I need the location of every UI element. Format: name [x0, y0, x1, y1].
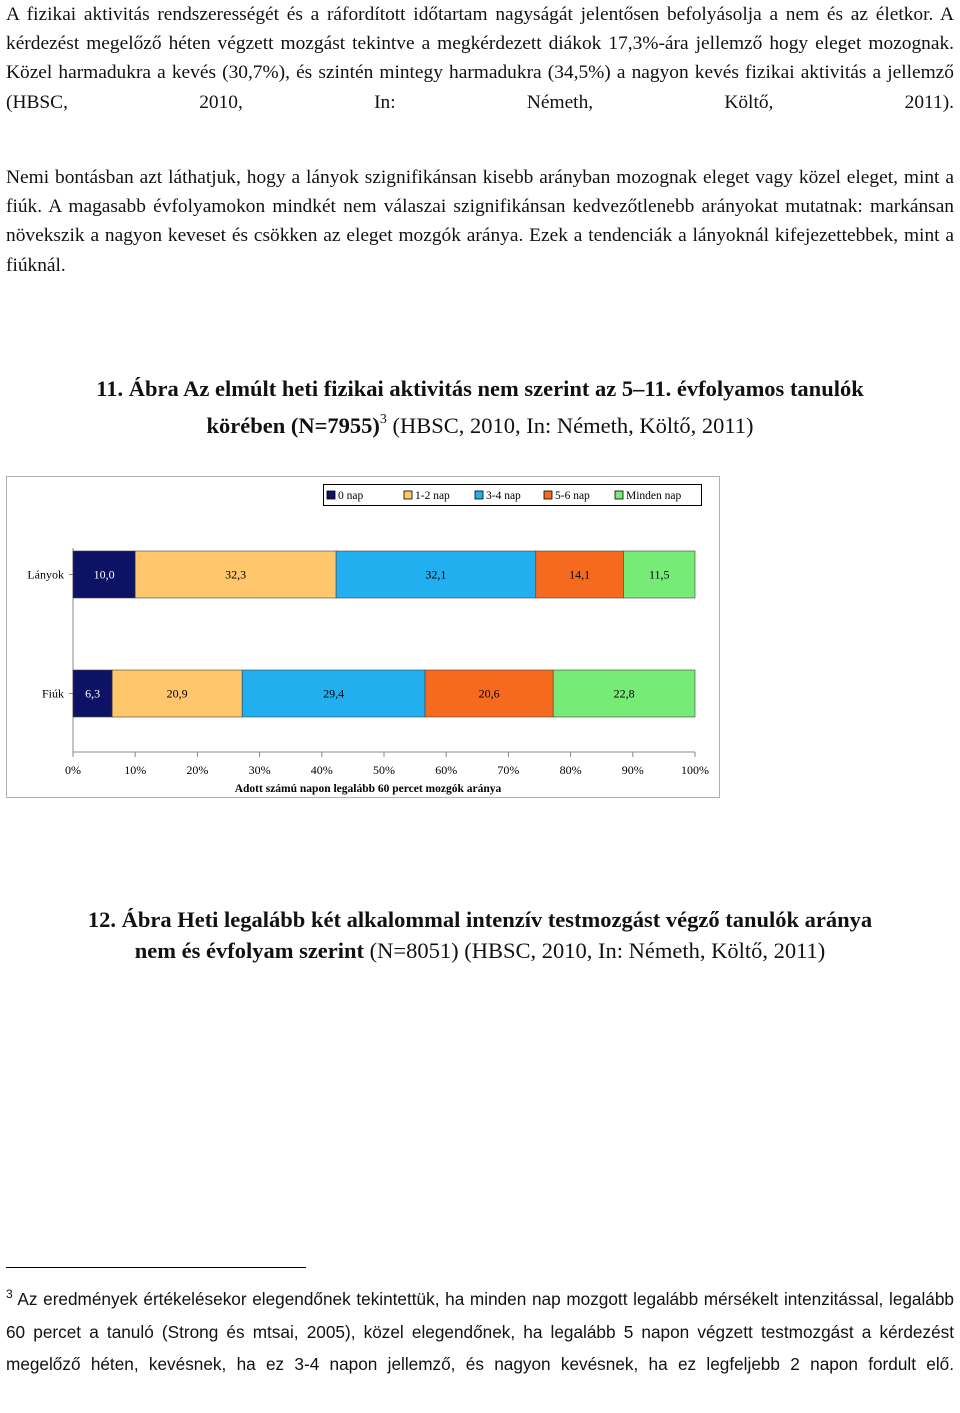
x-tick-label: 70%	[497, 763, 520, 777]
figure-11-caption-line2: körében (N=7955)	[206, 413, 380, 438]
legend-swatch	[544, 491, 552, 499]
footnote-3	[6, 1278, 954, 1413]
footnote-text: Az eredmények értékelésekor elegendőnek tekintettük, ha minden nap mozgott legalább mérsékelt intenzitással, legalább 60 percet a tanuló (Strong és mtsai, 2005), közel elegendőnek, ha legalább 5 napon végzett testmozgást a kérdezést megelőző héten, kevésnek, ha ez 3-4 napon jellemző, és nagyon kevésnek, ha ez legfeljebb 2 napon fordult elő.	[6, 1289, 954, 1374]
x-tick-label: 40%	[310, 763, 333, 777]
figure-11-caption-line1: 11. Ábra Az elmúlt heti fizikai aktivitás nem szerint az 5–11. évfolyamos tanulók	[96, 376, 864, 401]
legend-label: 1-2 nap	[415, 490, 450, 502]
data-label: 32,3	[225, 567, 247, 582]
data-label: 10,0	[93, 567, 115, 582]
x-tick-label: 0%	[65, 763, 81, 777]
figure-12-caption	[0, 904, 960, 966]
x-tick-label: 90%	[621, 763, 644, 777]
figure-12-caption-line1: 12. Ábra Heti legalább két alkalommal intenzív testmozgást végző tanulók aránya	[87, 907, 873, 932]
legend-label: 3-4 nap	[486, 490, 521, 502]
data-label: 22,8	[613, 686, 635, 701]
data-label: 32,1	[425, 567, 447, 582]
data-label: 6,3	[85, 686, 101, 701]
legend-label: 0 nap	[338, 490, 364, 502]
data-label: 29,4	[323, 686, 345, 701]
footnote-reference: 3	[379, 412, 387, 427]
data-label: 20,6	[478, 686, 500, 701]
x-tick-label: 60%	[435, 763, 458, 777]
category-label: Lányok	[27, 567, 64, 582]
x-axis-title: Adott számú napon legalább 60 percet mozgók aránya	[234, 783, 502, 795]
paragraph-1: A fizikai aktivitás rendszerességét és a ráfordított időtartam nagyságát jelentősen befolyásolja a nem és az életkor. A kérdezést megelőző héten végzett mozgást tekintve a megkérdezett diákok 17,3%-ára jellemző hogy eleget mozognak. Közel harmadukra a kevés (30,7%), és szintén mintegy harmadukra (34,5%) a nagyon kevés fizikai aktivitás a jellemző (HBSC, 2010, In: Németh, Költő, 2011).	[6, 4, 954, 113]
chart-frame	[7, 477, 720, 798]
x-tick-label: 10%	[124, 763, 147, 777]
category-label: Fiúk	[41, 686, 64, 701]
x-tick-label: 20%	[186, 763, 209, 777]
footnote-mark: 3	[6, 1287, 13, 1301]
legend-swatch	[615, 491, 623, 499]
figure-12-caption-source: (N=8051) (HBSC, 2010, In: Németh, Költő, 2011)	[364, 938, 826, 963]
footnote-separator	[6, 1267, 306, 1268]
figure-11-caption-source: (HBSC, 2010, In: Németh, Költő, 2011)	[386, 413, 754, 438]
legend-label: Minden nap	[626, 490, 682, 502]
figure-12-caption-line2: nem és évfolyam szerint	[134, 938, 365, 963]
legend-swatch	[327, 491, 335, 499]
figure-11-caption	[0, 373, 960, 441]
data-label: 11,5	[648, 567, 670, 582]
data-label: 14,1	[569, 567, 591, 582]
legend-swatch	[475, 491, 483, 499]
x-tick-label: 50%	[373, 763, 395, 777]
x-tick-label: 80%	[559, 763, 582, 777]
paragraph-2: Nemi bontásban azt láthatjuk, hogy a lányok szignifikánsan kisebb arányban mozognak eleget vagy közel eleget, mint a fiúk. A magasabb évfolyamokon mindkét nem válaszai szignifikánsan kedvezőtlenebb arányokat mutatnak: markánsan növekszik a nagyon keveset és csökken az eleget mozgók aránya. Ezek a tendenciák a lányoknál kifejezettebbek, mint a fiúknál.	[6, 167, 954, 276]
legend-label: 5-6 nap	[555, 490, 590, 502]
legend-swatch	[404, 491, 412, 499]
stacked-bar-chart	[6, 476, 720, 798]
x-tick-label: 30%	[248, 763, 271, 777]
data-label: 20,9	[166, 686, 188, 701]
x-tick-label: 100%	[681, 763, 709, 777]
